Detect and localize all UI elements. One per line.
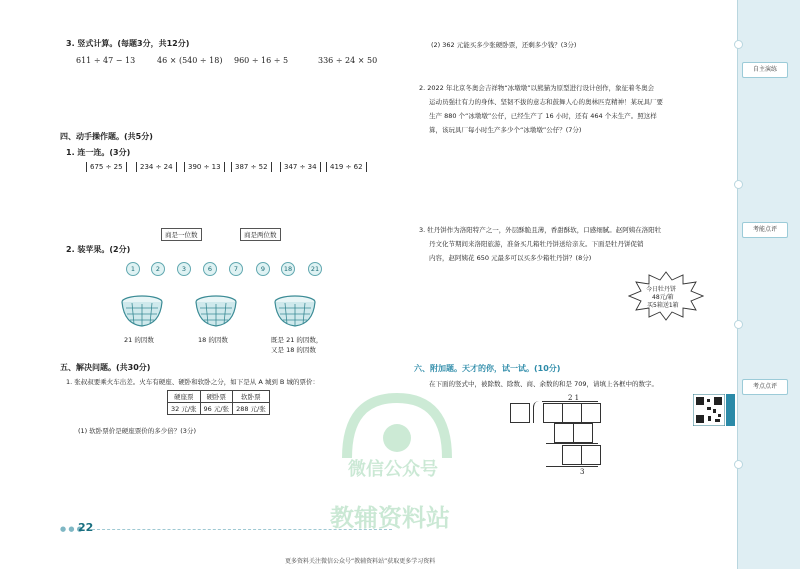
apple-ball[interactable]: 18 [281, 262, 295, 276]
expr-card[interactable]: 347 ÷ 34 [280, 162, 321, 172]
q2-line: 生产 880 个“冰墩墩”公仔，已经生产了 16 小时，还有 464 个未生产。照这样 [429, 112, 657, 120]
ticket-header: 软卧票 [233, 391, 270, 403]
apple-ball[interactable]: 2 [151, 262, 165, 276]
sec4-title: 四、动手操作题。(共5分) [60, 132, 153, 141]
q3-title: 3. 竖式计算。(每题3分，共12分) [66, 39, 190, 48]
basket-caption: 又是 18 的因数 [271, 346, 316, 354]
basket-caption: 18 的因数 [198, 336, 228, 344]
binding-hole [734, 40, 743, 49]
division-quotient: 2 1 [568, 394, 580, 402]
binding-hole [734, 320, 743, 329]
digit-box[interactable] [562, 403, 582, 423]
calc-expr: 960 ÷ 16 ÷ 5 [234, 56, 289, 65]
ticket-header: 硬座票 [168, 391, 201, 403]
expr-card[interactable]: 387 ÷ 52 [231, 162, 272, 172]
qr-tab [726, 394, 735, 426]
apple-ball[interactable]: 9 [256, 262, 270, 276]
digit-box[interactable] [510, 403, 530, 423]
promo-text: 买5箱送1箱 [647, 302, 679, 309]
sec6-title: 六、附加题。天才的你，试一试。(10分) [414, 364, 561, 373]
basket-icon[interactable] [273, 294, 317, 328]
side-tab-review[interactable]: 考能点评 [742, 222, 788, 238]
calc-expr: 611 ÷ 47 − 13 [76, 56, 136, 65]
digit-box[interactable] [573, 423, 593, 443]
promo-text: 48元/箱 [652, 294, 674, 301]
q2-line: 运动员强壮有力的身体、坚韧不拔的意志和鼓舞人心的奥林匹克精神！某玩具厂要 [429, 98, 663, 106]
ticket-price: 96 元/张 [200, 403, 233, 415]
division-bracket [533, 401, 540, 423]
basket-icon[interactable] [194, 294, 238, 328]
ticket-price: 32 元/张 [168, 403, 201, 415]
apple-ball[interactable]: 1 [126, 262, 140, 276]
apple-ball[interactable]: 7 [229, 262, 243, 276]
expr-card[interactable]: 419 ÷ 62 [326, 162, 367, 172]
label-one-digit[interactable]: 商是一位数 [161, 228, 202, 241]
expr-card[interactable]: 234 ÷ 24 [136, 162, 177, 172]
side-tab-practice[interactable]: 自主演练 [742, 62, 788, 78]
footer-note: 更多资料关注微信公众号“教辅资料站”获取更多学习资料 [285, 558, 436, 565]
calc-expr: 46 × (540 ÷ 18) [157, 56, 223, 65]
division-remainder: 3 [580, 468, 585, 476]
side-strip [737, 0, 800, 569]
sec4-q1: 1. 连一连。(3分) [66, 148, 131, 157]
sec5-q1-1: (1) 软卧票价是硬座票价的多少倍？(3分) [78, 427, 196, 435]
watermark-text: 微信公众号 [348, 459, 438, 480]
binding-hole [734, 460, 743, 469]
side-tab-comment[interactable]: 考点点评 [742, 379, 788, 395]
ticket-table [167, 390, 270, 415]
calc-expr: 336 ÷ 24 × 50 [318, 56, 378, 65]
page-dots: ● ● ● [60, 525, 83, 533]
division-bar [542, 401, 598, 402]
digit-box[interactable] [554, 423, 574, 443]
division-line [546, 466, 598, 467]
q3-line: 丹文化节期间来洛阳旅游，准备买几箱牡丹饼送给亲友。下面是牡丹饼促销 [429, 240, 644, 248]
q2-line: 算，该玩具厂每小时生产多少个“冰墩墩”公仔？(7分) [429, 126, 582, 134]
digit-box[interactable] [562, 445, 582, 465]
q3-line: 内容，赵阿姨花 650 元最多可以买多少箱牡丹饼？(8分) [429, 254, 592, 262]
sec4-q2: 2. 装苹果。(2分) [66, 245, 131, 254]
digit-box[interactable] [543, 403, 563, 423]
watermark-text: 教辅资料站 [330, 504, 450, 532]
digit-box[interactable] [581, 445, 601, 465]
digit-box[interactable] [581, 403, 601, 423]
ticket-price: 288 元/张 [233, 403, 270, 415]
qr-code-icon[interactable] [693, 394, 725, 426]
division-line [546, 443, 598, 444]
basket-caption: 既是 21 的因数， [271, 336, 323, 344]
expr-card[interactable]: 390 ÷ 13 [184, 162, 225, 172]
basket-icon[interactable] [120, 294, 164, 328]
expr-card[interactable]: 675 ÷ 25 [86, 162, 127, 172]
binding-hole [734, 180, 743, 189]
q3-line: 3. 牡丹饼作为洛阳特产之一，外层酥脆且薄，香甜酥软，口感细腻。赵阿姨在洛阳牡 [419, 226, 662, 234]
apple-ball[interactable]: 6 [203, 262, 217, 276]
page-number: 22 [78, 521, 94, 534]
sec5-title: 五、解决问题。(共30分) [60, 363, 151, 372]
ticket-header: 硬卧票 [200, 391, 233, 403]
sec5-q1: 1. 张叔叔要乘火车出差。火车有硬座、硬卧和软卧之分，如下是从 A 城到 B 城的票价： [66, 378, 319, 386]
apple-ball[interactable]: 3 [177, 262, 191, 276]
q1-2: (2) 362 元能买多少张硬卧票，还剩多少钱？(3分) [431, 41, 577, 49]
promo-text: 今日牡丹饼 [646, 286, 677, 293]
sec6-text: 在下面的竖式中，被除数、除数、商、余数的和是 709，请填上各框中的数字。 [429, 380, 658, 388]
q2-line: 2. 2022 年北京冬奥会吉祥物“冰墩墩”以熊猫为原型进行设计创作，象征着冬奥会 [419, 84, 655, 92]
apple-ball[interactable]: 21 [308, 262, 322, 276]
basket-caption: 21 的因数 [124, 336, 154, 344]
label-two-digit[interactable]: 商是两位数 [240, 228, 281, 241]
